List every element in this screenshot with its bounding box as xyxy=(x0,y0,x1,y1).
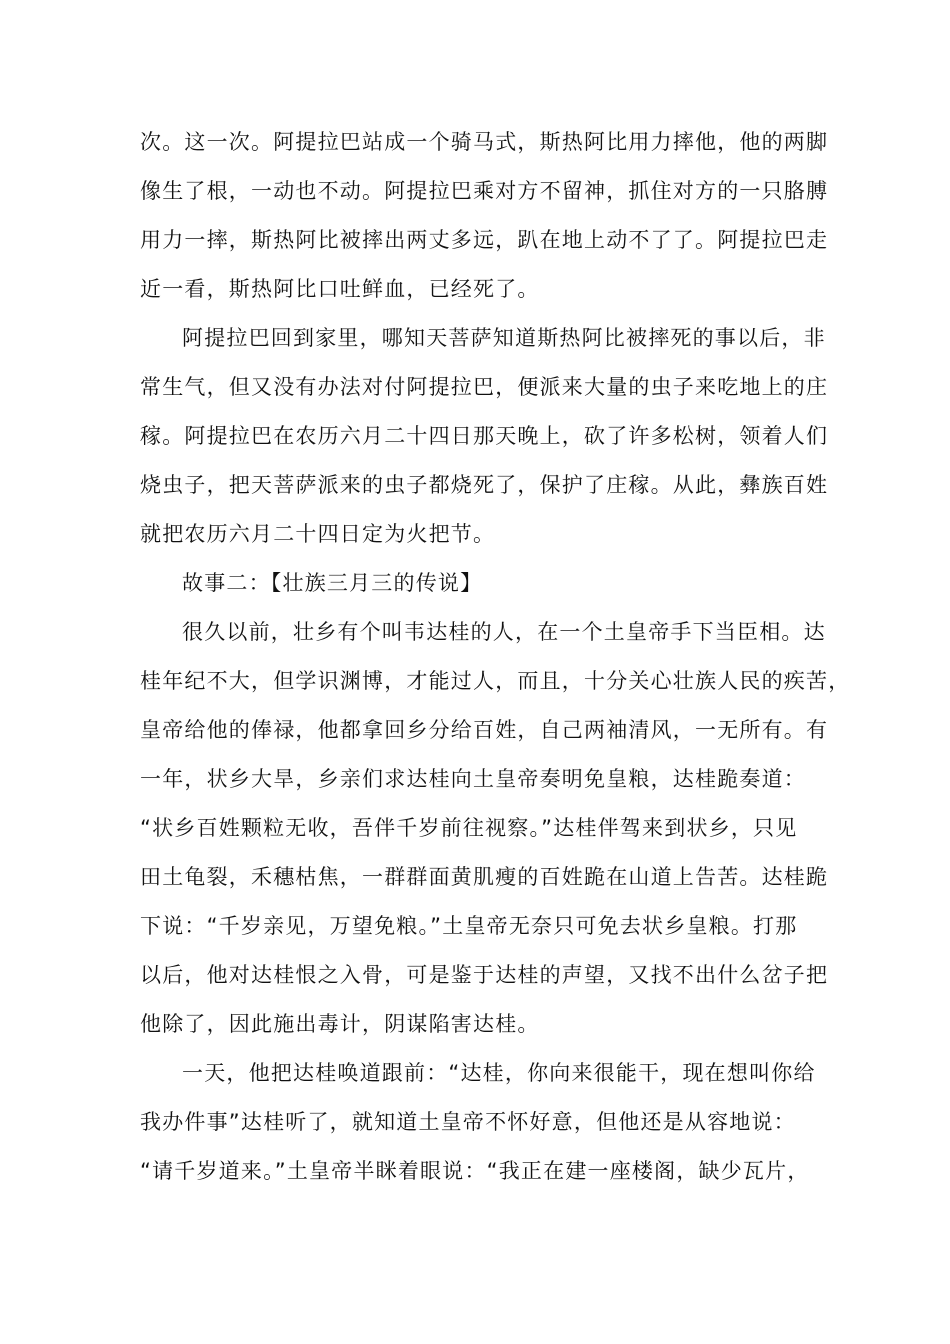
text-line: 一年，状乡大旱，乡亲们求达桂向土皇帝奏明免皇粮，达桂跪奏道： xyxy=(140,767,806,791)
text-line: 次。这一次。阿提拉巴站成一个骑马式，斯热阿比用力摔他，他的两脚 xyxy=(140,130,829,154)
text-line: 稼。阿提拉巴在农历六月二十四日那天晚上，砍了许多松树，领着人们 xyxy=(140,424,829,448)
text-line: 他除了，因此施出毒计，阴谋陷害达桂。 xyxy=(140,1012,540,1036)
text-line: 以后，他对达桂恨之入骨，可是鉴于达桂的声望，又找不出什么岔子把 xyxy=(140,963,829,987)
text-line: 烧虫子，把天菩萨派来的虫子都烧死了，保护了庄稼。从此，彝族百姓 xyxy=(140,473,829,497)
text-line: 皇帝给他的俸禄，他都拿回乡分给百姓，自己两袖清风，一无所有。有 xyxy=(140,718,829,742)
text-line: 近一看，斯热阿比口吐鲜血，已经死了。 xyxy=(140,277,540,301)
text-line: 田土龟裂，禾穗枯焦，一群群面黄肌瘦的百姓跪在山道上告苦。达桂跪 xyxy=(140,865,829,889)
text-line: 常生气，但又没有办法对付阿提拉巴，便派来大量的虫子来吃地上的庄 xyxy=(140,375,829,399)
paragraph-start-line: 一天，他把达桂唤道跟前：“达桂，你向来很能干，现在想叫你给 xyxy=(182,1061,816,1085)
paragraph-start-line: 阿提拉巴回到家里，哪知天菩萨知道斯热阿比被摔死的事以后，非 xyxy=(182,326,826,350)
text-line: 就把农历六月二十四日定为火把节。 xyxy=(140,522,496,546)
text-line: 我办件事”达桂听了，就知道土皇帝不怀好意，但他还是从容地说： xyxy=(140,1110,796,1134)
document-body xyxy=(140,118,851,1196)
text-line: “状乡百姓颗粒无收，吾伴千岁前往视察。”达桂伴驾来到状乡，只见 xyxy=(140,816,798,840)
text-line: 下说：“千岁亲见，万望免粮。”土皇帝无奈只可免去状乡皇粮。打那 xyxy=(140,914,798,938)
story-heading: 故事二：【壮族三月三的传说】 xyxy=(182,571,483,595)
text-line: 用力一摔，斯热阿比被摔出两丈多远，趴在地上动不了了。阿提拉巴走 xyxy=(140,228,829,252)
paragraph-start-line: 很久以前，壮乡有个叫韦达桂的人，在一个土皇帝手下当臣相。达 xyxy=(182,620,826,644)
text-line: 桂年纪不大，但学识渊博，才能过人，而且，十分关心壮族人民的疾苦， xyxy=(140,669,851,693)
text-line: “请千岁道来。”土皇帝半眯着眼说：“我正在建一座楼阁，缺少瓦片， xyxy=(140,1159,810,1183)
text-line: 像生了根，一动也不动。阿提拉巴乘对方不留神，抓住对方的一只胳膊 xyxy=(140,179,829,203)
